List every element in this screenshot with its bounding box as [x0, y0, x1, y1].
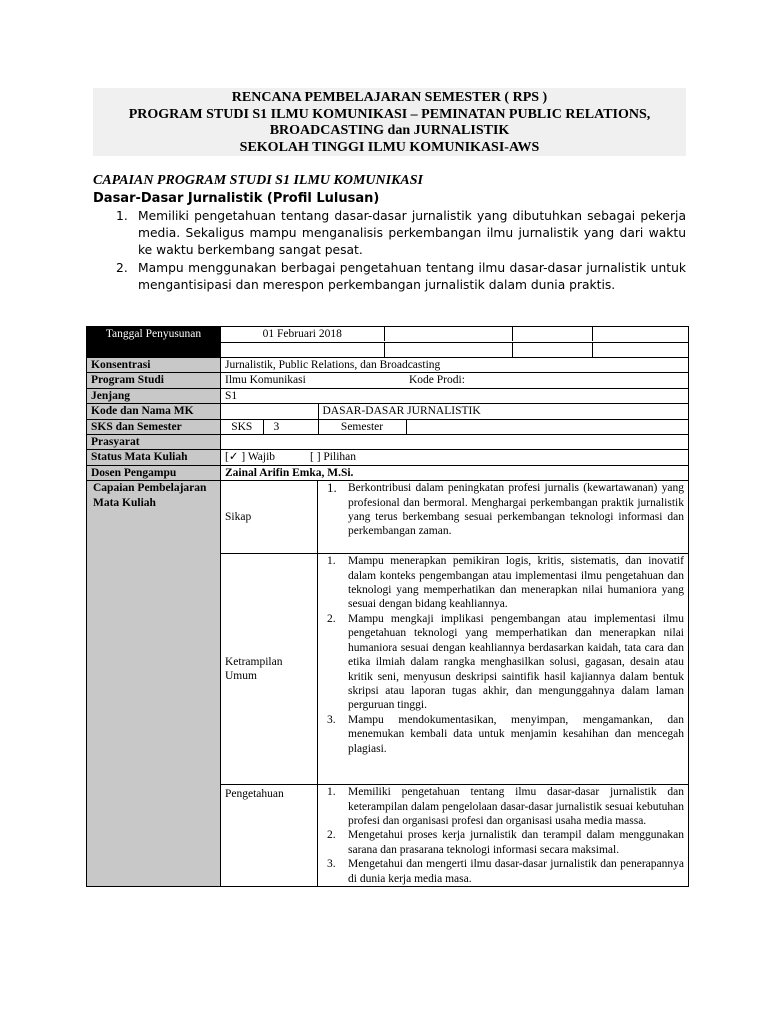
list-number: 3.	[327, 858, 336, 871]
status-pilihan: [ ] Pilihan	[310, 451, 356, 464]
pengetahuan-cell	[318, 785, 689, 887]
list-number: 1.	[327, 786, 336, 799]
dosen-label: Dosen Pengampu	[87, 465, 221, 480]
table-row	[87, 450, 689, 465]
list-text: Memiliki pengetahuan tentang ilmu dasar-dasar jurnalistik dan keterampilan dalam pengelolaan dasar-dasar jurnalistik sesuai kebutuhan profesi dan organisasi profesi dan organisasi usaha media massa.	[348, 786, 684, 828]
list-text: Berkontribusi dalam peningkatan profesi jurnalis (kewartawanan) yang profesional dan bermoral. Menghargai perkembangan praktik jurnalistik yang terus berkembang sesuai perkembangan teknologi informasi dan perkembangan zaman.	[348, 482, 684, 538]
kode-mk-label: Kode dan Nama MK	[87, 404, 221, 419]
dosen-value: Zainal Arifin Emka, M.Si.	[221, 465, 689, 480]
cpl-section	[93, 172, 686, 294]
header-line-2: PROGRAM STUDI S1 ILMU KOMUNIKASI – PEMINATAN PUBLIC RELATIONS,	[128, 106, 651, 122]
tanggal-label: Tanggal Penyusunan	[87, 327, 221, 358]
header-line-4: SEKOLAH TINGGI ILMU KOMUNIKASI-AWS	[239, 139, 540, 155]
list-item	[322, 612, 684, 713]
kode-mk-cell	[221, 404, 689, 419]
list-number: 2.	[116, 260, 128, 275]
table-row	[87, 373, 689, 388]
list-item	[322, 785, 684, 828]
list-item	[93, 208, 686, 260]
tanggal-cell-2	[221, 342, 689, 358]
list-number: 3.	[327, 713, 336, 726]
pengetahuan-list	[322, 785, 684, 886]
ketrampilan-list	[322, 554, 684, 756]
ketrampilan-cell	[318, 554, 689, 785]
table-row	[87, 358, 689, 373]
table-row	[87, 404, 689, 419]
nama-mk-value: DASAR-DASAR JURNALISTIK	[322, 405, 481, 418]
table-row	[87, 327, 689, 343]
header-line-3: BROADCASTING dan JURNALISTIK	[269, 123, 510, 138]
cpl-list	[93, 208, 686, 294]
cpl-subtitle: Dasar-Dasar Jurnalistik (Profil Lulusan)	[93, 191, 380, 206]
sks-label: SKS dan Semester	[87, 419, 221, 434]
list-item	[322, 828, 684, 857]
sikap-cell	[318, 481, 689, 554]
jenjang-value: S1	[221, 388, 689, 403]
list-text: Mampu menerapkan pemikiran logis, kritis, sistematis, dan inovatif dalam konteks pengembangan atau implementasi ilmu pengetahuan dan teknologi yang memperhatikan dan menerapkan nilai humaniora yang sesuai dengan bidang keahliannya.	[348, 555, 684, 611]
prodi-value: Ilmu Komunikasi	[225, 374, 306, 387]
kode-prodi-label: Kode Prodi:	[409, 374, 465, 387]
blank-cell	[512, 327, 592, 341]
list-text: Mampu mendokumentasikan, menyimpan, mengamankan, dan menemukan kembali data untuk menjamin kesahihan dan mencegah plagiasi.	[348, 713, 684, 755]
prodi-cell	[221, 373, 689, 388]
jenjang-label: Jenjang	[87, 388, 221, 403]
blank-cell	[384, 343, 512, 357]
blank-cell	[221, 404, 318, 418]
list-item	[322, 713, 684, 756]
prasyarat-value	[221, 435, 689, 450]
list-text: Mampu menggunakan berbagai pengetahuan tentang ilmu dasar-dasar jurnalistik untuk mengantisipasi dan merespon perkembangan jurnalistik dalam dunia praktis.	[138, 260, 686, 292]
konsentrasi-value: Jurnalistik, Public Relations, dan Broadcasting	[221, 358, 689, 373]
semester-text: Semester	[318, 420, 406, 434]
blank-cell	[221, 343, 384, 357]
list-number: 1.	[327, 480, 337, 496]
ketrampilan-label: Ketrampilan Umum	[221, 554, 318, 785]
tanggal-cell	[221, 327, 689, 343]
pengetahuan-label: Pengetahuan	[221, 785, 318, 887]
sikap-label: Sikap	[221, 481, 318, 554]
list-text: Mengetahui dan mengerti ilmu dasar-dasar jurnalistik dan penerapannya di dunia kerja media masa.	[348, 858, 684, 885]
capaian-label: Capaian Pembelajaran Mata Kuliah	[87, 481, 221, 887]
sks-cell	[221, 419, 689, 434]
prodi-label: Program Studi	[87, 373, 221, 388]
blank-cell	[512, 343, 592, 357]
list-text: Mengetahui proses kerja jurnalistik dan terampil dalam menggunakan sarana dan prasarana teknologi informasi secara maksimal.	[348, 829, 684, 856]
prasyarat-label: Prasyarat	[87, 435, 221, 450]
konsentrasi-label: Konsentrasi	[87, 358, 221, 373]
list-item	[322, 481, 684, 539]
rps-table	[86, 326, 689, 887]
blank-cell	[592, 343, 688, 357]
sks-text: SKS	[221, 420, 263, 434]
list-number: 2.	[327, 612, 336, 625]
header-line-1: RENCANA PEMBELAJARAN SEMESTER ( RPS )	[231, 90, 548, 105]
blank-cell	[384, 327, 512, 341]
list-number: 2.	[327, 829, 336, 842]
table-row	[87, 419, 689, 434]
cpl-title: CAPAIAN PROGRAM STUDI S1 ILMU KOMUNIKASI	[93, 173, 423, 188]
sks-value: 3	[263, 420, 318, 434]
status-cell	[221, 450, 689, 465]
table-row	[87, 388, 689, 403]
list-text: Mampu mengkaji implikasi pengembangan atau implementasi ilmu pengetahuan teknologi yang memperhatikan dan menerapkan nilai humaniora sesuai dengan keahliannya berdasarkan kaidah, tata cara dan etika ilmiah dalam rangka menghasilkan solusi, gagasan, desain atau kritik seni, menyusun deskripsi saintifik hasil kajiannya dalam bentuk skripsi atau laporan tugas akhir, dan mengunggahnya dalam laman perguruan tinggi.	[348, 612, 684, 712]
list-text: Memiliki pengetahuan tentang dasar-dasar jurnalistik yang dibutuhkan sebagai pekerja media. Sekaligus mampu menganalisis perkembangan ilmu jurnalistik yang dari waktu ke waktu berkembang sangat pesat.	[138, 209, 686, 258]
blank-cell	[406, 420, 688, 434]
tanggal-value: 01 Februari 2018	[221, 327, 384, 341]
table-row	[87, 481, 689, 554]
status-wajib: [✓ ] Wajib	[225, 451, 276, 464]
list-item	[322, 554, 684, 612]
table-row	[87, 465, 689, 480]
list-item	[322, 857, 684, 886]
blank-cell	[592, 327, 688, 341]
sikap-list	[322, 481, 684, 539]
list-number: 1.	[116, 209, 128, 223]
status-label: Status Mata Kuliah	[87, 450, 221, 465]
list-item	[93, 260, 686, 294]
document-header	[93, 88, 686, 156]
list-number: 1.	[327, 555, 336, 568]
table-row	[87, 435, 689, 450]
